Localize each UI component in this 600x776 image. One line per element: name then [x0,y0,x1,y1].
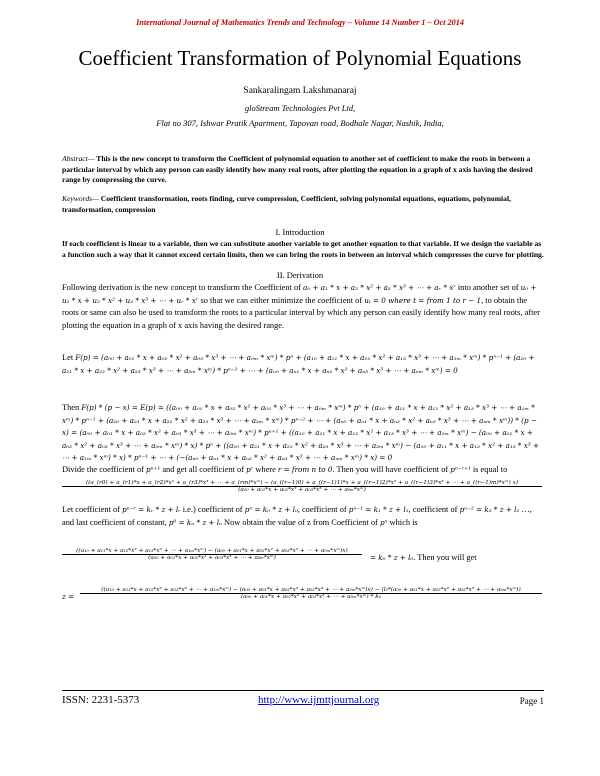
keywords-text: Coefficient transformation, roots finding, curve compression, Coefficient, solving polynomial equations, equations, polynomial, transformation, compression [62,194,511,214]
affiliation-company: gloStream Technologies Pvt Ltd, [244,103,356,113]
fraction-z-equation [62,548,362,561]
coef-text: Let coefficient of [62,505,123,514]
section-heading-derivation: II. Derivation [276,270,324,280]
coef-text: i.e.) coefficient of [180,505,245,514]
derivation-text: so that we can either minimize the coefficient of [198,295,365,305]
math-expr: pⁿ⁻ʳ = kᵣ * z + lᵣ [122,505,181,514]
z-lhs [62,591,82,604]
fraction-denominator: (a₀₀ + a₀₁*x + a₀₂*x² + a₀₃*x³ + ⋯ + a₀ₘ*xᵐ) * k₀ [80,593,542,600]
coef-text: …, and last coefficient of constant, [62,505,532,527]
keywords-label: Keywords— [62,194,99,203]
math-expr: pⁿ⁻ʳ⁺¹ [450,465,471,474]
divide-text: . Then you will have coefficient of [332,465,451,474]
coef-text: Now obtain the value of z from Coefficient of [221,517,380,527]
divide-paragraph [62,464,542,477]
math-expr: p⁰ = kₙ * z + lₙ [168,517,222,527]
keywords [62,194,544,215]
math-expr: pⁿ⁺¹ [146,465,161,474]
fraction-z-solution [80,587,542,600]
math-expr: pⁿ⁻² = k₂ * z + l₂ [459,505,520,514]
then-text: . Then you will get [413,553,477,562]
math-expr: pⁿ⁻¹ = k₁ * z + l₁ [348,505,409,514]
then-label: Then [62,403,82,412]
let-label: Let [62,353,76,362]
derivation-text: into another set of [455,283,521,292]
affiliation-address: Flat no 307, Ishwar Pratik Apartment, Tapovan road, Bodhale Nagar, Nashik, India, [156,118,444,128]
abstract-text: This is the new concept to transform the Coefficient of polynomial equation to another set of coefficient to make the roots in between a particular interval by which any person can easily identify how many real roots, after plotting the equation in a graph of x axis having the desired range by compressing the curve. [62,154,533,184]
fraction-numerator: ((a₁₀ + a₁₁*x + a₁₂*x² + a₁₃*x³ + ⋯ + a₁ₘ*xᵐ) − (a₀₀ + a₀₁*x + a₀₂*x² + a₀₃*x³ + ⋯ + a₀ₘ*xᵐ)x) [76,548,348,554]
math-expr: F(p) * (p − x) = E(p) = ((a₀₀ + a₀₁ * x + a₀₂ * x² + a₀₃ * x³ + ⋯ + a₀ₘ * xᵐ) * pⁿ + (a₁₀ + a₁₁ * x + a₁₂ * x² + a₁₃ * x³ + ⋯ + a₁ₘ * xᵐ) * pⁿ⁻¹ + (a₂₀ + a₂₁ * x + a₂₂ * x² + a₂₃ * x³ + ⋯ + a₂ₘ * xᵐ) * pⁿ⁻² + ⋯ + (aₙ₀ + aₙ₁ * x + aₙ₂ * x² + aₙ₃ * x³ + ⋯ + aₙₘ * xᵐ)) * (p − x) = (a₀₀ + a₀₁ * x + a₀₂ * x² + a₀₃ * x³ + ⋯ + a₀ₘ * xᵐ) * pⁿ⁺¹ + ((a₁₀ + a₁₁ * x + a₁₂ * x² + a₁₃ * x³ + ⋯ + a₁ₘ * xᵐ) − (a₀₀ + a₀₁ * x + a₀₂ * x² + a₀₃ * x³ + ⋯ + a₀ₘ * xᵐ) * x) * pⁿ + ((a₂₀ + a₂₁ * x + a₂₂ * x² + a₂₃ * x³ + ⋯ + a₂ₘ * xᵐ) − (a₁₀ + a₁₁ * x + a₁₂ * x² + a₁₃ * x³ + ⋯ + a₁ₘ * xᵐ) * x) * pⁿ⁻¹ + ⋯ + (−(aₙ₀ + aₙ₁ * x + aₙ₂ * x² + aₙ₃ * x³ + ⋯ + aₙₘ * xᵐ) * x) = 0 [62,403,539,462]
math-expr: r = from n to 0 [277,465,333,474]
fraction-denominator: (a₀₀ + a₀₁*x + a₀₂*x² + a₀₃*x³ + ⋯ + a₀ₘ*xᵐ) [62,554,362,561]
divide-text: where [253,465,278,474]
abstract-label: Abstract— [62,154,95,163]
derivation-text: , to obtain the roots or same can also be used to transform the roots to a particular interval by which any person can easily identify how many real roots, after plotting the equation in a graph of x axis having the desired range. [62,295,540,330]
math-expr: F(p) = (a₀₀ + a₀₁ * x + a₀₂ * x² + a₀₃ * x³ + ⋯ + a₀ₘ * xᵐ) * pⁿ + (a₁₀ + a₁₁ * x + a₁₂ * x² + a₁₃ * x³ + ⋯ + a₁ₘ * xᵐ) * pⁿ⁻¹ + (a₂₀ + a₂₁ * x + a₂₂ * x² + a₂₃ * x³ + ⋯ + a₂ₘ * xᵐ) * pⁿ⁻² + ⋯ + (aₙ₀ + aₙ₁ * x + aₙ₂ * x² + aₙ₃ * x³ + ⋯ + aₙₘ * xᵐ) = 0 [62,353,535,375]
fraction-coefficient [62,480,542,493]
math-expr: a₀ + a₁ * x + a₂ * x² + a₃ * x³ + ⋯ + aᵣ * xʳ [303,283,456,292]
page-number: Page 1 [519,696,544,706]
section-heading-introduction: I. Introduction [275,227,325,237]
math-expr: = k₀ * z + l₀ [370,553,414,562]
divide-text: and get all coefficient of [160,465,247,474]
let-equation [62,352,542,377]
math-expr: pʳ [246,465,254,474]
coef-text: , coefficient of [408,505,460,514]
coef-text: , coefficient of [297,505,349,514]
fraction-denominator: (a₀₀ + a₀₁*x + a₀₂*x² + a₀₃*x³ + ⋯ + a₀ₘ*xᵐ) [62,486,542,493]
coefficient-paragraph [62,504,542,529]
abstract [62,154,544,186]
z-equation-rhs [370,552,542,565]
journal-header: International Journal of Mathematics Trends and Technology – Volume 14 Number 1 – Oct 2014 [136,18,464,27]
math-expr: uₜ = 0 where t = from 1 to r − 1 [364,295,482,305]
derivation-paragraph [62,282,542,332]
math-expr: u₀ + u₁ * x + u₂ * x² + u₃ * x³ + ⋯ + uᵣ * xʳ [62,283,537,305]
fraction-numerator: ((a_(r0) + a_(r1)*x + a_(r2)*x² + a_(r3)*x³ + ⋯ + a_(rm)*xᵐ) − (a_((r−1)0) + a_((r−1)1)*x + a_((r−1)2)*x² + a_((r−1)3)*x³ + ⋯ + a_((r−1)m)*xᵐ) x) [85,480,519,486]
then-equation [62,402,542,465]
footer-rule [62,690,544,691]
paper-title: Coefficient Transformation of Polynomial Equations [78,46,522,70]
divide-text: Divide the coefficient of [62,465,147,474]
math-expr: pⁿ = k₀ * z + l₀ [244,505,298,514]
issn: ISSN: 2231-5373 [62,694,140,706]
math-expr: pⁿ [379,517,388,527]
author-name: Sankaralingam Lakshmanaraj [243,86,357,96]
derivation-text: Following derivation is the new concept to transform the Coefficient of [62,283,304,292]
math-expr: z = [62,592,75,601]
divide-text: is equal to [470,465,508,474]
fraction-numerator: ((a₁₀ + a₁₁*x + a₁₂*x² + a₁₃*x³ + ⋯ + a₁ₘ*xᵐ) − (a₀₀ + a₀₁*x + a₀₂*x² + a₀₃*x³ + ⋯ + a₀ₘ*xᵐ)x) − (l₀*(a₀₀ + a₀₁*x + a₀₂*x² + a₀₃*x³ + ⋯ + a₀ₘ*xᵐ)) [101,587,521,593]
coef-text: which is [387,517,418,527]
journal-url-link[interactable]: http://www.ijmttjournal.org [258,694,380,706]
introduction-text: If each coefficient is linear to a variable, then we can substitute another variable to get another equation to that variable. If we design the variable as a function such a way that it cannot exceed certain limits, then we can bring the roots in between an interval which compresses the curve for plotting. [62,239,544,259]
